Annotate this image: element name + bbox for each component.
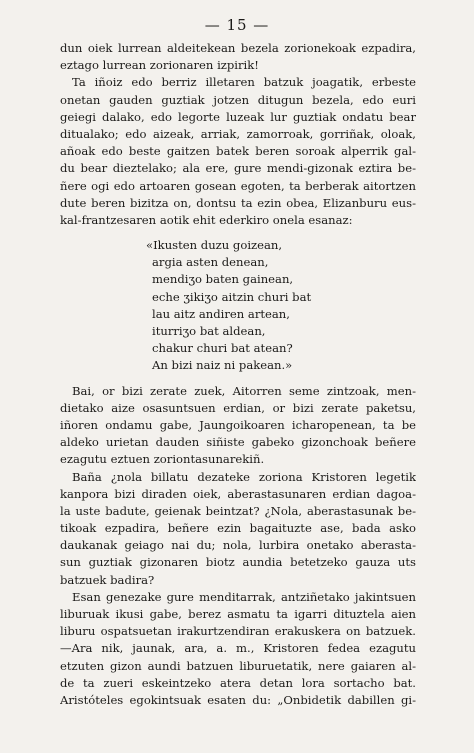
text-line: etzuten gizon aundi batzuen liburuetatik, nere gaiaren al-	[60, 658, 416, 673]
text-line: la uste badute, geienak beintzat? ¿Nola, aberastasunak be-	[60, 503, 416, 518]
spacer	[60, 229, 416, 237]
verse-line: iturriӡo bat aldean,	[152, 324, 266, 338]
verse-line: mendiӡo baten gainean,	[152, 272, 294, 287]
text-line: aldeko urietan dauden siñiste gabeko gizonchoak beñere	[60, 435, 416, 450]
text-line: sun guztiak gizonaren biotz aundia betetzeko gauza uts	[60, 555, 416, 570]
text-line: Bai, or bizi zerate zuek, Aitorren seme zintzoak, men-	[72, 383, 416, 398]
verse-line: argia asten denean,	[152, 255, 269, 270]
text-line: Esan genezake gure menditarrak, antziñetako jakintsuen	[72, 589, 416, 604]
text-line: de ta zueri eskeintzeko atera detan lora sortacho bat.	[60, 675, 416, 690]
text-line: tikoak ezpadira, beñere ezin bagaituzte ase, bada asko	[60, 521, 416, 536]
text-line: Aristóteles egokintsuak esaten du: „Onbidetik dabillen gi-	[60, 692, 416, 707]
spacer	[60, 375, 416, 383]
verse-line: An bizi naiz ni pakean.»	[152, 358, 293, 373]
text-line: Baña ¿nola billatu dezateke zoriona Kristoren legetik	[72, 469, 416, 484]
text-line: eztago lurrean zorionaren izpirik!	[60, 58, 259, 73]
text-line: dun oiek lurrean aldeitekean bezela zorionekoak ezpadira,	[60, 41, 416, 55]
text-line: dute beren bizitza on, dontsu ta ezin obea, Elizanburu eus-	[60, 195, 416, 210]
text-line: onetan gauden guztiak jotzen ditugun bezela, edo euri	[60, 92, 416, 107]
text-line: —Ara nik, jaunak, ara, a. m., Kristoren fedea ezagutu	[60, 641, 416, 656]
page-number: — 15 —	[204, 16, 270, 34]
text-line: daukanak geiago nai du; nola, lurbira onetako aberasta-	[60, 538, 416, 553]
text-line: dietako aize osasuntsuen erdian, or bizi zerate paketsu,	[60, 400, 416, 415]
text-line: añoak edo beste gaitzen batek beren soroak alperrik gal-	[60, 144, 416, 159]
body-text	[60, 40, 416, 709]
text-line: Ta iñoiz edo berriz illetaren batzuk joagatik, erbeste	[72, 75, 416, 90]
verse-line: eche ӡikiӡo aitzin churi bat	[152, 289, 312, 304]
text-line: geiegi dalako, edo legorte luzeak lur guztiak ondatu bear	[60, 109, 416, 124]
text-line: batzuek badira?	[60, 572, 155, 587]
text-line: du bear dieztelako; ala ere, gure mendi-gizonak eztira be-	[60, 161, 416, 176]
text-line: ditualako; edo aizeak, arriak, zamorroak, gorriñak, oloak,	[60, 126, 416, 141]
text-line: liburu ospatsuetan irakurtzendiran erakuskera on batzuek.	[60, 624, 416, 639]
verse-line: «Ikusten duzu goizean,	[146, 238, 283, 253]
text-line: ezagutu eztuen zoriontasunarekiñ.	[60, 452, 265, 467]
text-line: kal-frantzesaren aotik ehit ederkiro onela esanaz:	[60, 212, 353, 227]
text-line: liburuak ikusi gabe, berez asmatu ta igarri dituztela aien	[60, 607, 416, 621]
verse-line: chakur churi bat atean?	[152, 341, 293, 356]
verse-line: lau aitz andiren artean,	[152, 306, 290, 321]
text-line: iñoren ondamu gabe, Jaungoikoaren icharopenean, ta be	[60, 417, 416, 432]
text-line: ñere ogi edo artoaren gosean egoten, ta berberak aitortzen	[60, 178, 416, 193]
text-line: kanpora bizi diraden oiek, aberastasunaren erdian dagoa-	[60, 486, 416, 501]
